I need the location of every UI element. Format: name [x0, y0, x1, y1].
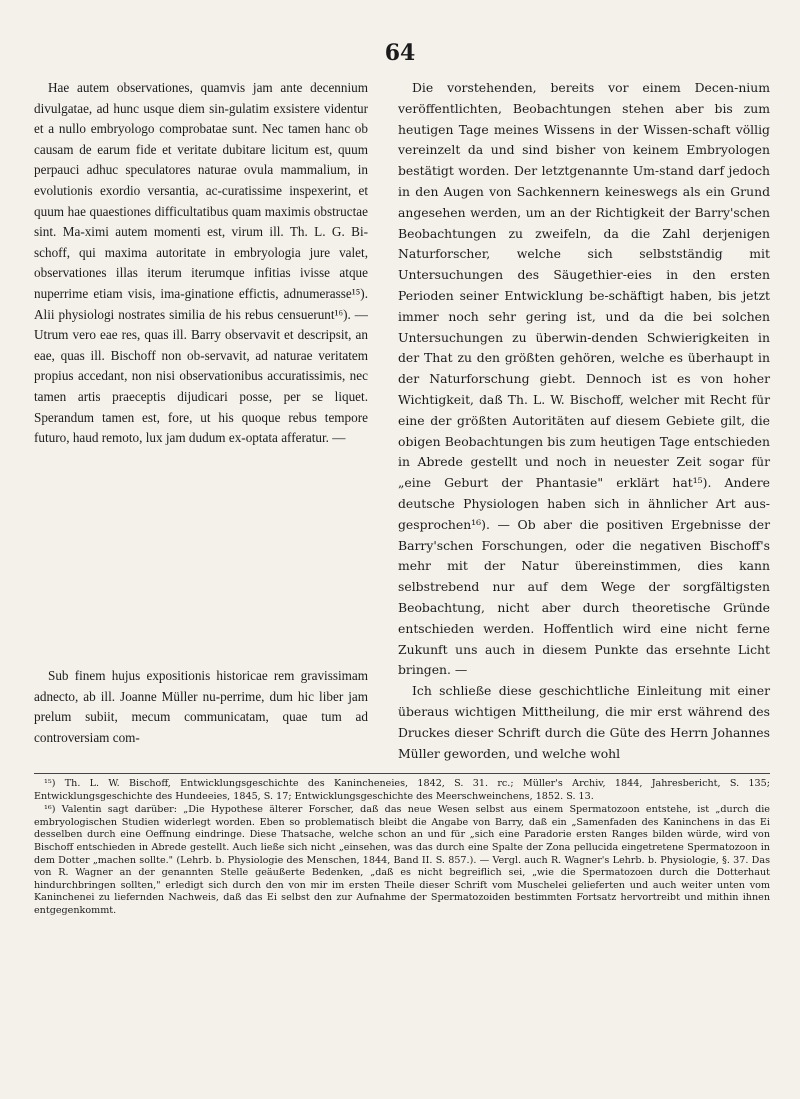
footnote-15: ¹⁵) Th. L. W. Bischoff, Entwicklungsgeschichte des Kanincheneies, 1842, S. 31. rc.; Müller's Archiv, 1844, Jahresbericht, S. 135; Entwicklungsgeschichte des Hundeeies, 1845, S. 17; Entwicklungsgeschichte des Meerschweinchens, 1852. S. 13.	[34, 778, 770, 802]
latin-paragraph-observations: Hae autem observationes, quamvis jam ante decennium divulgatae, ad hunc usque diem sin-gulatim exsistere videntur et a nullo embryologo comprobatae sunt. Nec tamen hanc ob causam de earum fide et veritate dubitare licitum est, quum perpauci adhuc speculatores naturae ovula mammalium, in evolutionis exordio versantia, ac-curatissime inspexerint, et quum hae quaestiones difficultatibus quam maximis obstructae sint. Ma-ximi autem momenti est, virum ill. Th. L. G. Bi-schoff, qui maxima autoritate in embryologia jure valet, observationes illas iterum iterumque infitias ivisse atque nuperrime etiam visis, ima-ginatione effictis, adnumerasse¹⁵). Alii physiologi nostrates similia de his rebus censuerunt¹⁶). — Utrum vero eae res, quas ill. Barry observavit et descripsit, an eae, quas ill. Bischoff non ob-servavit, ad naturae veritatem propius accedant, non nisi observationibus accuratissimis, nec tamen artis praeceptis dijudicari posse, per se liquet. Sperandum tamen est, fore, ut his quoque rebus tempore futuro, haud remoto, lux jam dudum ex-optata afferatur. —	[34, 80, 368, 446]
footnote-divider	[34, 773, 770, 774]
german-column	[398, 78, 770, 764]
latin-paragraph-mueller: Sub finem hujus expositionis historicae rem gravissimam adnecto, ab ill. Joanne Müller nu-perrime, dum hic liber jam prelum subiit, mecum communicatam, quae tum ad controversiam com-	[34, 668, 368, 745]
page-number: 64	[384, 40, 416, 66]
german-paragraph-observations: Die vorstehenden, bereits vor einem Decen-nium veröffentlichten, Beobachtungen stehen aber bis zum heutigen Tage meines Wissens in der Wissen-schaft völlig vereinzelt da und sind bisher von keinem Embryologen bestätigt worden. Der letztgenannte Um-stand darf jedoch in den Augen von Sachkennern keineswegs als ein Grund angesehen werden, um an der Richtigkeit der Barry'schen Beobachtungen zu zweifeln, da die Zahl derjenigen Naturforscher, welche sich selbstständig mit Untersuchungen des Säugethier-eies in den ersten Perioden seiner Entwicklung be-schäftigt haben, bis jetzt immer noch sehr gering ist, und da die bei solchen Untersuchungen zu überwin-denden Schwierigkeiten in der That zu den größten gehören, welche es überhaupt in der Naturforschung giebt. Dennoch ist es von hoher Wichtigkeit, daß Th. L. W. Bischoff, welcher mit Recht für eine der größten Autoritäten auf diesem Gebiete gilt, die obigen Beobachtungen bis zum heutigen Tage entschieden in Abrede gestellt und noch in neuester Zeit sogar für „eine Geburt der Phantasie" erklärt hat¹⁵). Andere deutsche Physiologen haben sich in ähnlicher Art aus-gesprochen¹⁶). — Ob aber die positiven Ergebnisse der Barry'schen Forschungen, oder die negativen Bischoff's mehr mit der Natur übereinstimmen, dies kann selbstrebend nur auf dem Wege der sorgfältigsten Beobachtung, nicht aber durch theoretische Gründe entschieden werden. Hoffentlich wird eine nicht ferne Zukunft uns auch in diesem Punkte das ersehnte Licht bringen. —	[398, 80, 770, 678]
german-paragraph-mueller: Ich schließe diese geschichtliche Einleitung mit einer überaus wichtigen Mittheilung, die mir erst während des Druckes dieser Schrift durch die Güte des Herrn Johannes Müller geworden, und welche wohl	[398, 683, 770, 761]
latin-column	[34, 78, 368, 745]
footnote-16: ¹⁶) Valentin sagt darüber: „Die Hypothese älterer Forscher, daß das neue Wesen selbst aus einem Spermatozoon entstehe, ist „durch die embryologischen Studien widerlegt worden. Eben so problematisch bleibt die Angabe von Barry, daß ein „Samenfaden des Kaninchens in das Ei desselben durch eine Oeffnung eindringe. Diese Thatsache, welche schon an und für „sich eine Paradorie ersten Ranges bilden würde, wird von Bischoff entschieden in Abrede gestellt. Auch ließe sich nicht „einsehen, was das durch eine Spalte der Zona pellucida eingetretene Spermatozoon in dem Dotter „machen sollte." (Lehrb. b. Physiologie des Menschen, 1844, Band II. S. 857.). — Vergl. auch R. Wagner's Lehrb. b. Physiologie, §. 37. Das von R. Wagner an der genannten Stelle geäußerte Bedenken, „daß es nicht begreiflich sei, „wie die Spermatozoen durch die Dotterhaut hindurchbringen sollten," erledigt sich durch den von mir im ersten Theile dieser Schrift vom Muschelei gelieferten und auch weiter unten vom Kaninchenei zu liefernden Nachweis, daß das Ei selbst den zur Aufnahme der Spermatozoiden bestimmten Fortsatz hervortreibt und mithin ihnen entgegenkommt.	[34, 804, 770, 916]
footnotes	[34, 778, 770, 919]
